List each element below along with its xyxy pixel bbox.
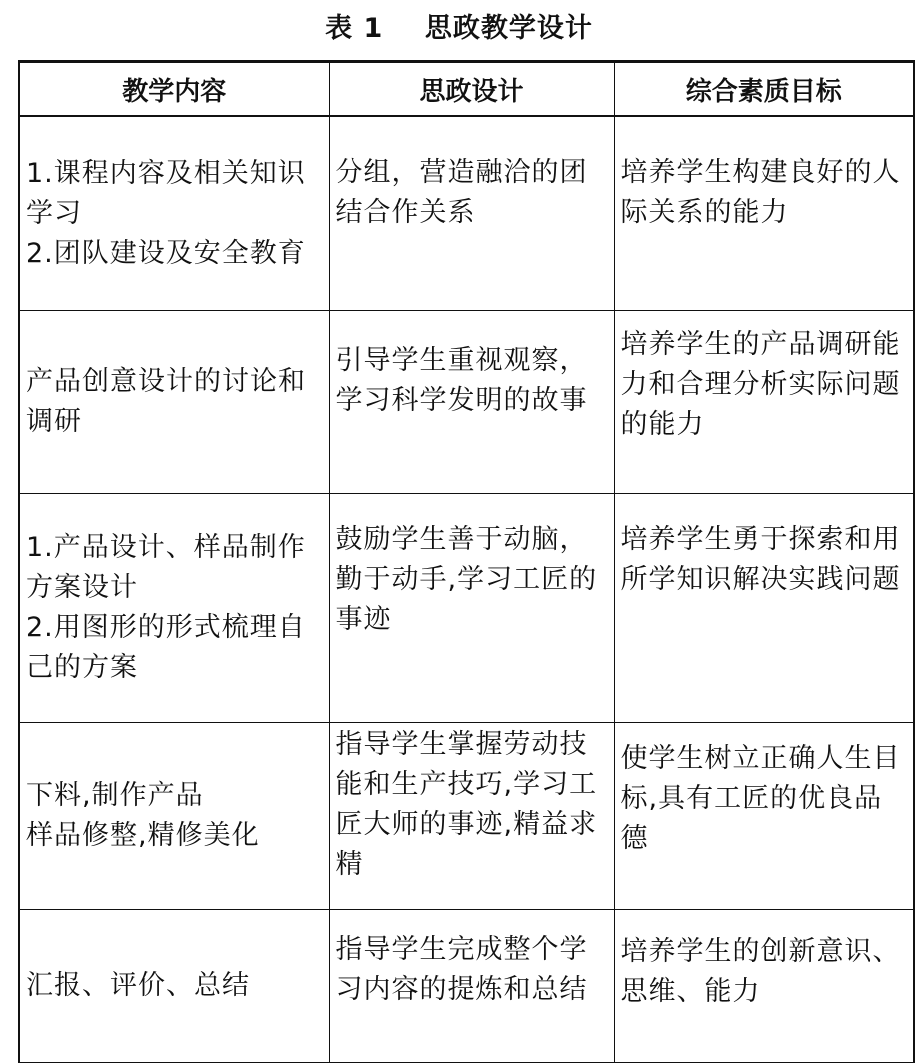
content-cell — [19, 910, 329, 1063]
content-line: 样品修整,精修美化 — [26, 820, 260, 851]
content-line: 下料,制作产品 — [26, 780, 204, 811]
content-cell — [19, 494, 329, 723]
design-cell: 指导学生完成整个学习内容的提炼和总结 — [329, 910, 614, 1063]
table-row — [19, 311, 914, 494]
design-cell: 引导学生重视观察，学习科学发明的故事 — [329, 311, 614, 494]
goal-cell: 培养学生构建良好的人际关系的能力 — [614, 116, 914, 311]
ideology-teaching-design-table — [18, 60, 915, 1063]
design-cell: 鼓励学生善于动脑，勤于动手,学习工匠的事迹 — [329, 494, 614, 723]
content-line: 汇报、评价、总结 — [26, 970, 250, 1001]
goal-cell: 使学生树立正确人生目标,具有工匠的优良品德 — [614, 723, 914, 910]
table-caption: 表 1 思政教学设计 — [325, 13, 593, 44]
content-line: 1.课程内容及相关知识学习 — [26, 157, 306, 229]
table-row — [19, 116, 914, 311]
content-line: 2.用图形的形式梳理自己的方案 — [26, 612, 306, 683]
content-line: 1.产品设计、样品制作方案设计 — [26, 532, 306, 603]
header-quality-goal: 综合素质目标 — [614, 62, 914, 117]
design-cell: 分组，营造融洽的团结合作关系 — [329, 116, 614, 311]
table-header-row — [19, 62, 914, 117]
goal-cell: 培养学生的产品调研能力和合理分析实际问题的能力 — [614, 311, 914, 494]
goal-cell: 培养学生勇于探索和用所学知识解决实践问题 — [614, 494, 914, 723]
goal-cell: 培养学生的创新意识、思维、能力 — [614, 910, 914, 1063]
content-line: 产品创意设计的讨论和调研 — [26, 366, 306, 437]
table-row — [19, 723, 914, 910]
design-cell: 指导学生掌握劳动技能和生产技巧,学习工匠大师的事迹,精益求精 — [329, 723, 614, 910]
content-line: 2.团队建设及安全教育 — [26, 237, 306, 269]
table-row — [19, 910, 914, 1063]
content-cell — [19, 116, 329, 311]
table-row — [19, 494, 914, 723]
content-cell — [19, 311, 329, 494]
header-teaching-content: 教学内容 — [19, 62, 329, 117]
content-cell — [19, 723, 329, 910]
header-ideology-design: 思政设计 — [329, 62, 614, 117]
